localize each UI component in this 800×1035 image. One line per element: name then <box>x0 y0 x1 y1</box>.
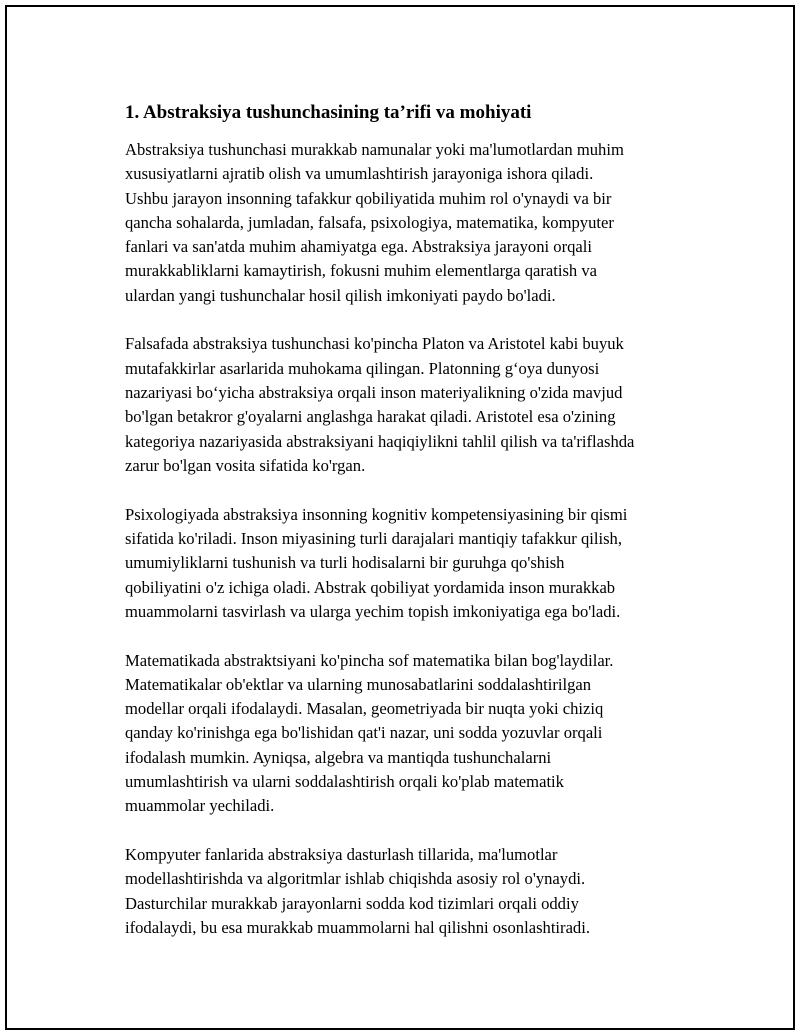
text-line: Kompyuter fanlarida abstraksiya dasturlash tillarida, ma'lumotlar <box>125 844 558 864</box>
text-line: xususiyatlarni ajratib olish va umumlashtirish jarayoniga ishora qiladi. <box>125 164 594 184</box>
text-line: fanlari va san'atda muhim ahamiyatga ega. Abstraksiya jarayoni orqali <box>125 237 592 257</box>
text-line: nazariyasi bo‘yicha abstraksiya orqali inson materiyalikning o'zida mavjud <box>125 383 623 403</box>
text-line: muammolarni tasvirlash va ularga yechim topish imkoniyatiga ega bo'ladi. <box>125 601 621 621</box>
text-line: murakkabliklarni kamaytirish, fokusni muhim elementlarga qaratish va <box>125 261 598 281</box>
text-line: umumlashtirish va ularni soddalashtirish orqali ko'plab matematik <box>125 772 564 791</box>
text-line: zarur bo'lgan vosita sifatida ko'rgan. <box>125 455 366 475</box>
text-line: Psixologiyada abstraksiya insonning kognitiv kompetensiyasining bir qismi <box>125 504 628 524</box>
paragraph-psychology <box>125 503 695 624</box>
page-frame <box>5 5 795 1030</box>
text-line: Dasturchilar murakkab jarayonlarni sodda kod tizimlari orqali oddiy <box>125 893 579 913</box>
text-line: modellashtirishda va algoritmlar ishlab chiqishda asosiy rol o'ynaydi. <box>125 869 586 889</box>
text-line: kategoriya nazariyasida abstraksiyani haqiqiylikni tahlil qilish va ta'riflashda <box>125 431 635 451</box>
text-line: qancha sohalarda, jumladan, falsafa, psixologiya, matematika, kompyuter <box>125 212 614 232</box>
paragraph-mathematics <box>125 649 695 819</box>
paragraph-philosophy <box>125 332 695 478</box>
paragraph-abstraction-definition <box>125 138 695 308</box>
text-line: muammolar yechiladi. <box>125 796 275 816</box>
text-line: Abstraksiya tushunchasi murakkab namunalar yoki ma'lumotlardan muhim <box>125 140 624 159</box>
text-line: modellar orqali ifodalaydi. Masalan, geometriyada bir nuqta yoki chiziq <box>125 699 604 719</box>
text-line: Falsafada abstraksiya tushunchasi ko'pincha Platon va Aristotel kabi buyuk <box>125 334 624 354</box>
text-line: umumiyliklarni tushunish va turli hodisalarni bir guruhga qo'shish <box>125 553 565 573</box>
section-heading: 1. Abstraksiya tushunchasining ta’rifi va mohiyati <box>125 102 532 123</box>
text-line: mutafakkirlar asarlarida muhokama qilingan. Platonning g‘oya dunyosi <box>125 358 600 378</box>
text-line: ulardan yangi tushunchalar hosil qilish imkoniyati paydo bo'ladi. <box>125 285 556 305</box>
paragraph-computer-science <box>125 843 695 940</box>
text-line: sifatida ko'riladi. Inson miyasining turli darajalari mantiqiy tafakkur qilish, <box>125 528 623 548</box>
document-body <box>125 100 695 965</box>
text-line: ifodalaydi, bu esa murakkab muammolarni hal qilishni osonlashtiradi. <box>125 917 590 937</box>
text-line: Ushbu jarayon insonning tafakkur qobiliyatida muhim rol o'ynaydi va bir <box>125 188 612 208</box>
text-line: bo'lgan betakror g'oyalarni anglashga harakat qiladi. Aristotel esa o'zining <box>125 407 616 427</box>
text-line: Matematikalar ob'ektlar va ularning munosabatlarini soddalashtirilgan <box>125 674 592 694</box>
text-line: ifodalash mumkin. Ayniqsa, algebra va mantiqda tushunchalarni <box>125 747 552 767</box>
text-line: Matematikada abstraktsiyani ko'pincha sof matematika bilan bog'laydilar. <box>125 650 614 670</box>
text-line: qanday ko'rinishga ega bo'lishidan qat'i nazar, uni sodda yozuvlar orqali <box>125 723 603 743</box>
text-line: qobiliyatini o'z ichiga oladi. Abstrak qobiliyat yordamida inson murakkab <box>125 577 616 597</box>
